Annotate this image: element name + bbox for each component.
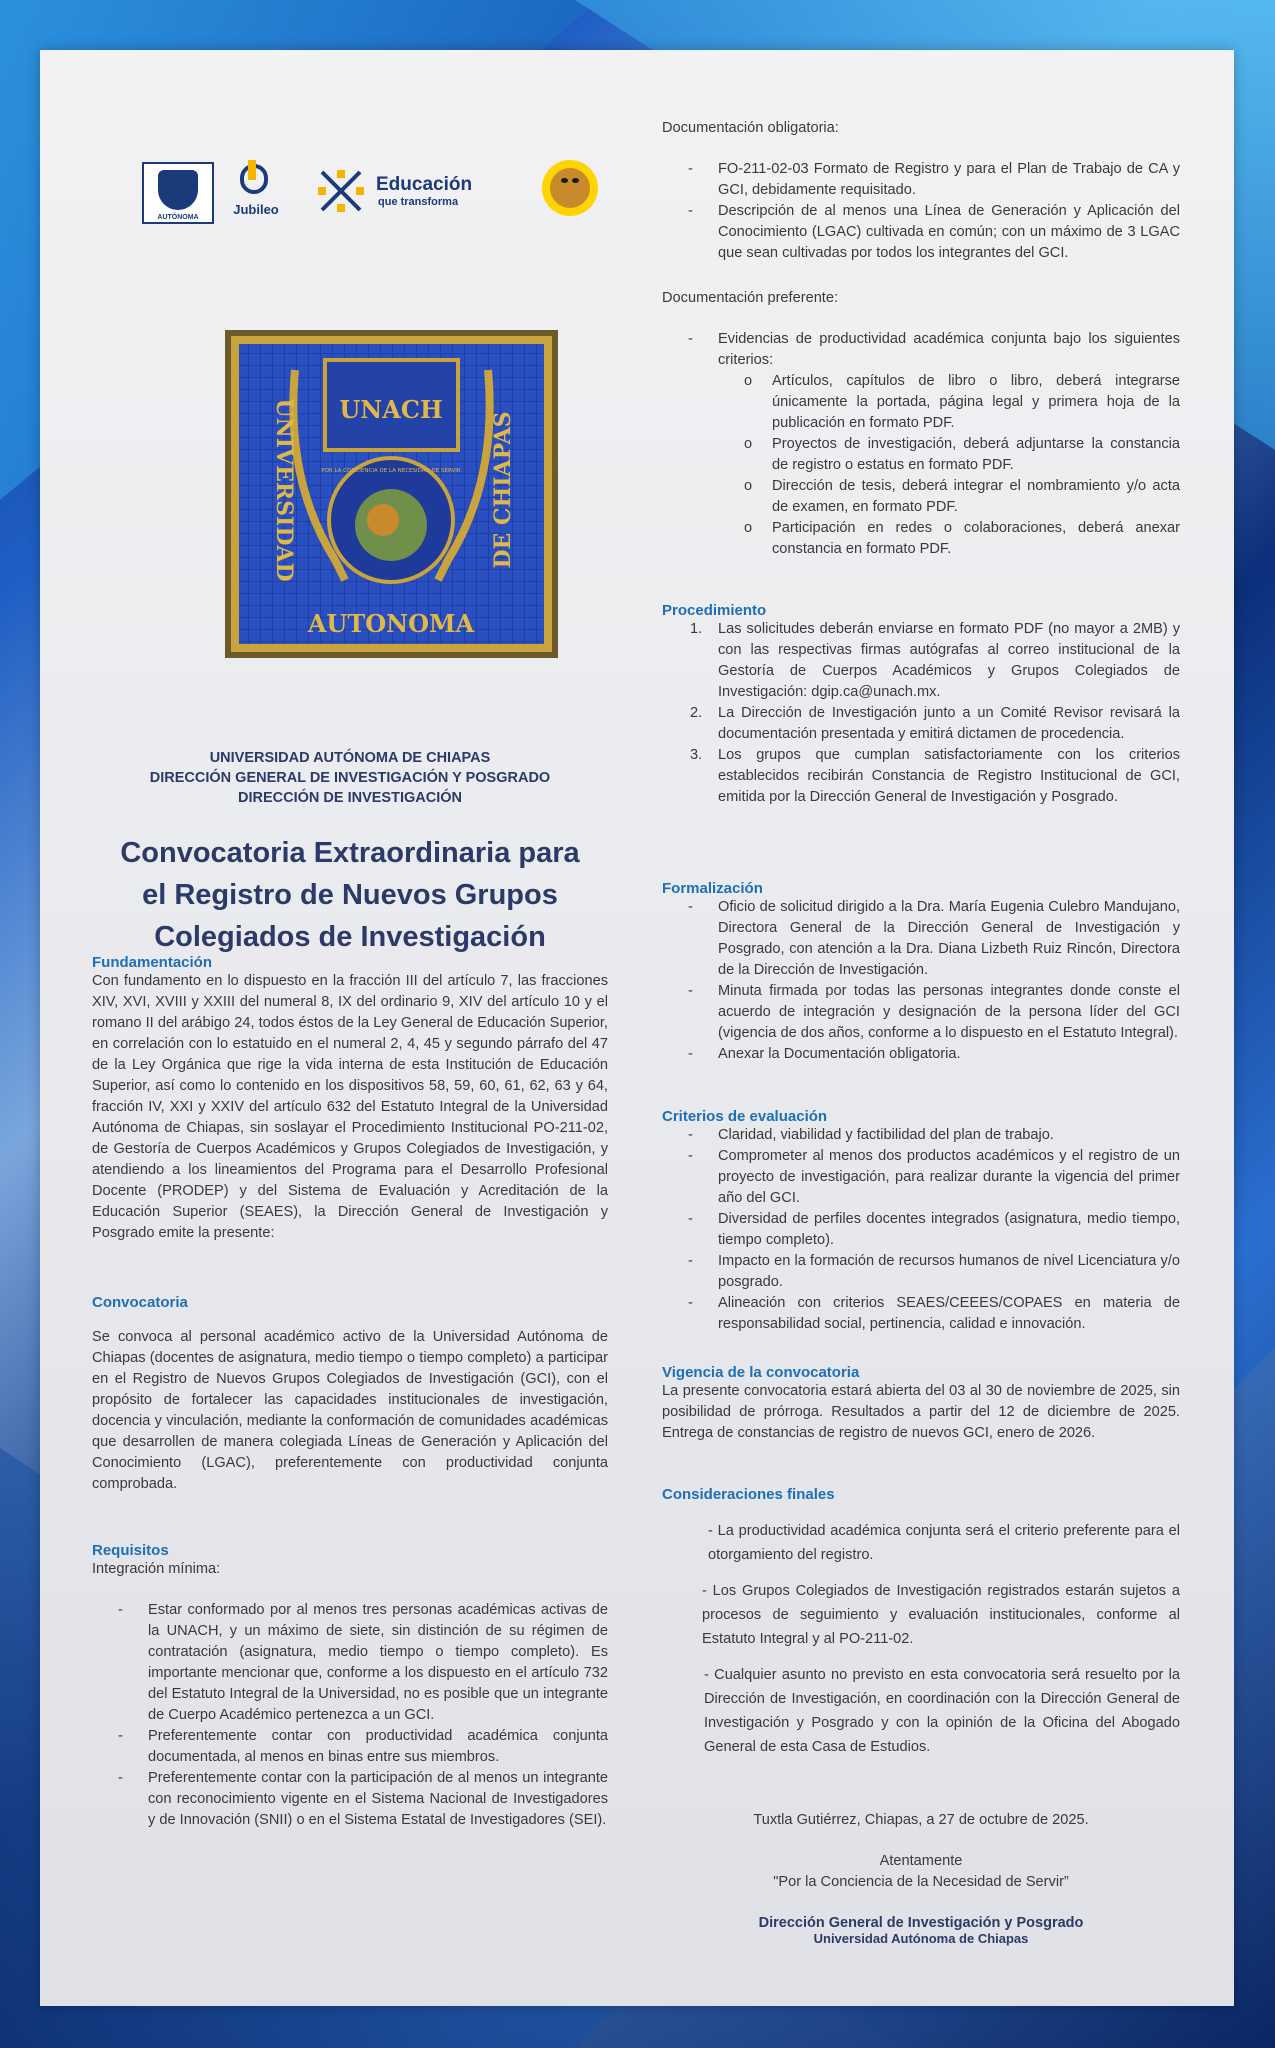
- list-item: - Preferentemente contar con productividad académica conjunta documentada, al menos en binas entre sus miembros.: [118, 1728, 608, 1765]
- list-item: - Descripción de al menos una Línea de Generación y Aplicación del Conocimiento (LGAC) cultivada en común; con un máximo de 3 LGAC que sean cultivadas por todos los integrantes del GCI.: [688, 203, 1180, 261]
- educacion-logo: [318, 160, 488, 220]
- section-heading: Criterios de evaluación: [662, 1108, 828, 1125]
- section-body: Con fundamento en lo dispuesto en la fracción III del artículo 7, las fracciones XIV, XVI, XVIII y XXIII del numeral 8, IX del ordinario 9, XIV del artículo 10 y el romano II del arábigo 24, todos éstos de la Ley General de Educación Superior, en correlación con lo estatuido en el numeral 2, 4, 45 y segundo párrafo del 47 de la Ley Orgánica que rige la vida interna de esta Institución de Educación Superior, así como lo contenido en los dispositivos 58, 59, 60, 61, 62, 63 y 64, fracción IV, XXI y XXIV del artículo 632 del Estatuto Integral de la Universidad Autónoma de Chiapas, sin soslayar el Procedimiento Institucional PO-211-02, de Gestoría de Cuerpos Académicos y Grupos Colegiados de Investigación, y atendiendo a los lineamientos del Programa para el Desarrollo Profesional Docente (PRODEP) y del Sistema de Evaluación y Acreditación de la Educación Superior (SEAES), la Dirección General de Investigación y Posgrado emite la presente:: [92, 973, 608, 1241]
- section-subheading: Integración mínima:: [92, 1561, 221, 1577]
- list-item: - Minuta firmada por todas las personas integrantes donde conste el acuerdo de integración y designación de la persona líder del GCI (vigencia de dos años, conforme a lo dispuesto en el Estatuto Integral).: [688, 983, 1180, 1041]
- list-item: - Evidencias de productividad académica conjunta bajo los siguientes criterios:: [688, 331, 1180, 368]
- section-heading: Documentación obligatoria:: [662, 120, 839, 136]
- title-line: Convocatoria Extraordinaria para: [120, 837, 580, 869]
- title-line: el Registro de Nuevos Grupos: [142, 879, 558, 911]
- list-item: 2. La Dirección de Investigación junto a un Comité Revisor revisará la documentación presentada y emitirá dictamen de procedencia.: [690, 705, 1180, 742]
- atentamente: Atentamente: [879, 1853, 963, 1869]
- list-item: - Claridad, viabilidad y factibilidad del plan de trabajo.: [688, 1127, 1054, 1143]
- documentacion-preferente-section: [662, 288, 1180, 560]
- jaguar-eye-icon: [561, 178, 568, 183]
- mosaic-autonoma-text: AUTONOMA: [307, 609, 475, 638]
- jaguar-eye-icon: [572, 178, 579, 183]
- section-body: La presente convocatoria estará abierta del 03 al 30 de noviembre de 2025, sin posibilidad de prórroga. Resultados a partir del 12 de diciembre de 2025. Entrega de constancias de registro de nuevos GCI, enero de 2026.: [662, 1383, 1180, 1441]
- header-line: DIRECCIÓN DE INVESTIGACIÓN: [238, 790, 462, 806]
- list-item: - Diversidad de perfiles docentes integrados (asignatura, medio tiempo, tiempo completo).: [688, 1211, 1180, 1248]
- consideraciones-section: [662, 1486, 1180, 1759]
- signature-line: Dirección General de Investigación y Posgrado: [758, 1915, 1084, 1931]
- criterios-list: [662, 1125, 1180, 1335]
- fundamentacion-section: [92, 954, 608, 1244]
- unach-mosaic-image: [225, 330, 558, 658]
- list-item: o Proyectos de investigación, deberá adjuntarse la constancia de registro o estatus en formato PDF.: [744, 436, 1180, 473]
- jubileo-logo: [228, 160, 284, 220]
- signature-line: Universidad Autónoma de Chiapas: [813, 1931, 1029, 1946]
- section-body: Se convoca al personal académico activo de la Universidad Autónoma de Chiapas (docentes de asignatura, medio tiempo o tiempo completo) a participar en el Registro de Nuevos Grupos Colegiados de Investigación (GCI), con el propósito de fortalecer las capacidades institucionales de investigación, docencia y vinculación, mediante la conformación de comunidades académicas que desarrollen de manera colegiada Líneas de Generación y Aplicación del Conocimiento (LGAC), preferentemente con productividad conjunta comprobada.: [92, 1329, 608, 1492]
- list-item: - Anexar la Documentación obligatoria.: [688, 1046, 961, 1062]
- procedimiento-section: [662, 602, 1180, 808]
- document-panel: [40, 50, 1234, 2006]
- jubileo-logo-label: Jubileo: [233, 202, 279, 217]
- closing-section: [662, 1810, 1180, 1946]
- mosaic-dechiapas-text: DE CHIAPAS: [490, 411, 516, 569]
- list-item: - Preferentemente contar con la participación de al menos un integrante con reconocimiento vigente en el Sistema Nacional de Investigadores y de Innovación (SNII) o en el Sistema Estatal de Investigadores (SEI).: [118, 1770, 608, 1828]
- section-heading: Requisitos: [92, 1542, 169, 1559]
- documentacion-obligatoria-list: [662, 159, 1180, 264]
- requisitos-section: [92, 1542, 608, 1831]
- section-heading: Formalización: [662, 880, 763, 897]
- jaguar-face-icon: [550, 168, 590, 208]
- page-title: [92, 832, 608, 958]
- jaguar-mascot-logo: [542, 160, 598, 216]
- place-date: Tuxtla Gutiérrez, Chiapas, a 27 de octubre de 2025.: [753, 1812, 1089, 1828]
- list-item: - Comprometer al menos dos productos académicos y el registro de un proyecto de investigación, para realizar durante la vigencia del primer año del GCI.: [688, 1148, 1180, 1206]
- section-heading: Vigencia de la convocatoria: [662, 1364, 860, 1381]
- list-item: - Oficio de solicitud dirigido a la Dra. María Eugenia Culebro Mandujano, Directora General de la Dirección General de Investigación y Posgrado, con atención a la Dra. Diana Lizbeth Ruiz Rincón, Directora de la Dirección de Investigación.: [688, 899, 1180, 978]
- consideracion-item: - La productividad académica conjunta será el criterio preferente para el otorgamiento del registro.: [708, 1523, 1180, 1563]
- unach-shield-icon: [158, 170, 198, 210]
- vigencia-section: [662, 1364, 1180, 1444]
- list-item: o Participación en redes o colaboraciones, deberá anexar constancia en formato PDF.: [744, 520, 1180, 557]
- convocatoria-section: [92, 1294, 608, 1495]
- list-item: 1. Las solicitudes deberán enviarse en formato PDF (no mayor a 2MB) y con las respectivas firmas autógrafas al correo institucional de la Gestoría de Cuerpos Académicos y Grupos Colegiados de Investigación: dgip.ca@unach.mx.: [690, 621, 1180, 700]
- list-item: - Impacto en la formación de recursos humanos de nivel Licenciatura y/o posgrado.: [688, 1253, 1180, 1290]
- documentacion-preferente-sublist: [662, 371, 1180, 560]
- list-item: o Dirección de tesis, deberá integrar el nombramiento y/o acta de examen, en formato PDF.: [744, 478, 1180, 515]
- section-heading: Procedimiento: [662, 602, 767, 619]
- procedimiento-list: [662, 619, 1180, 808]
- consideracion-item: - Los Grupos Colegiados de Investigación registrados estarán sujetos a procesos de seguimiento y evaluación institucionales, conforme al Estatuto Integral y al PO-211-02.: [702, 1583, 1180, 1647]
- section-heading: Documentación preferente:: [662, 290, 839, 306]
- documentacion-obligatoria-section: [662, 118, 1180, 264]
- formalizacion-section: [662, 880, 1180, 1065]
- closing-motto: "Por la Conciencia de la Necesidad de Servir”: [773, 1874, 1069, 1890]
- mosaic-unach-text: UNACH: [339, 395, 443, 424]
- list-item: o Artículos, capítulos de libro o libro, deberá integrarse únicamente la portada, página legal y primera hoja de la publicación en formato PDF.: [744, 373, 1180, 431]
- section-heading: Convocatoria: [92, 1294, 188, 1311]
- requisitos-list: [92, 1600, 608, 1831]
- jubileo-accent-icon: [248, 160, 256, 180]
- institution-header: [92, 748, 608, 808]
- section-heading: Consideraciones finales: [662, 1486, 835, 1503]
- list-item: 3. Los grupos que cumplan satisfactoriamente con los criterios establecidos recibirán Constancia de Registro Institucional de GCI, emitida por la Dirección General de Investigación y Posgrado.: [690, 747, 1180, 805]
- criterios-section: [662, 1108, 1180, 1335]
- list-item: - Alineación con criterios SEAES/CEEES/COPAES en materia de responsabilidad social, pertinencia, calidad e innovación.: [688, 1295, 1180, 1332]
- header-line: DIRECCIÓN GENERAL DE INVESTIGACIÓN Y POSGRADO: [149, 770, 551, 786]
- mosaic-motto-text: POR LA CONCIENCIA DE LA NECESIDAD DE SERVIR: [321, 468, 461, 474]
- formalizacion-list: [662, 897, 1180, 1065]
- section-heading: Fundamentación: [92, 954, 213, 971]
- consideracion-item: - Cualquier asunto no previsto en esta convocatoria será resuelto por la Dirección de Investigación, en coordinación con la Dirección General de Investigación y Posgrado y con la opinión de la Oficina del Abogado General de esta Casa de Estudios.: [704, 1667, 1180, 1755]
- header-line: UNIVERSIDAD AUTÓNOMA DE CHIAPAS: [209, 750, 491, 766]
- logo-bar: [142, 160, 602, 230]
- unach-logo: [142, 162, 214, 224]
- unach-logo-label: AUTÓNOMA: [157, 214, 199, 221]
- documentacion-preferente-list: [662, 329, 1180, 371]
- title-line: Colegiados de Investigación: [154, 921, 546, 953]
- mosaic-universidad-text: UNIVERSIDAD: [271, 398, 297, 582]
- educacion-mark-icon: [318, 168, 364, 214]
- educacion-logo-title: Educación: [376, 174, 473, 195]
- list-item: - Estar conformado por al menos tres personas académicas activas de la UNACH, y un máximo de siete, sin distinción de su régimen de contratación (asignatura, medio tiempo o tiempo completo). Es importante mencionar que, conforme a los dispuesto en el artículo 732 del Estatuto Integral de la Universidad, no es posible que un integrante de Cuerpo Académico pertenezca a un GCI.: [118, 1602, 608, 1723]
- educacion-logo-subtitle: que transforma: [378, 196, 459, 208]
- list-item: - FO-211-02-03 Formato de Registro y para el Plan de Trabajo de CA y GCI, debidamente requisitado.: [688, 161, 1180, 198]
